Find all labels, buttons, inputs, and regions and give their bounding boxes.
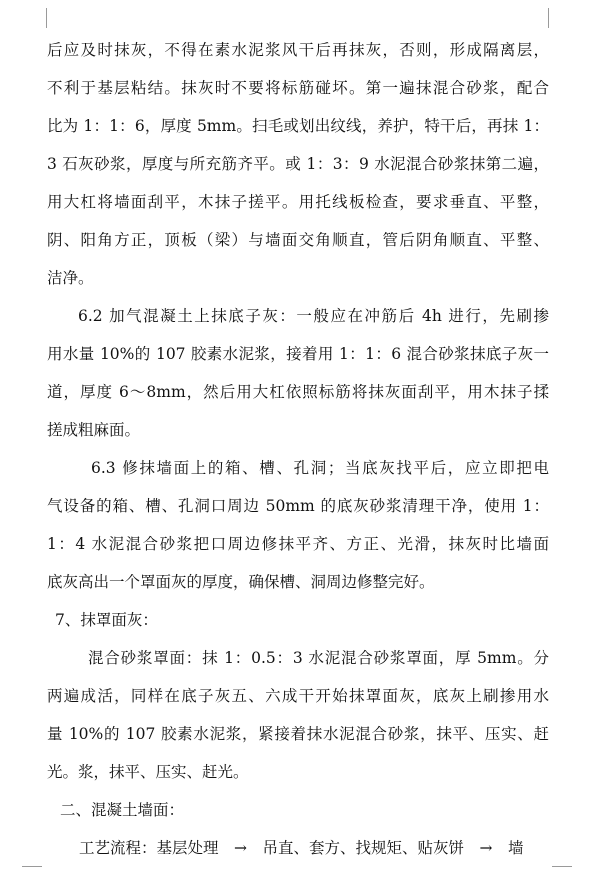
text-line: 两遍成活，同样在底子灰五、六成干开始抹罩面灰，底灰上刷掺用水 <box>47 687 549 705</box>
text-line: 后应及时抹灰，不得在素水泥浆风干后再抹灰，否则，形成隔离层， <box>47 41 549 59</box>
text-line: 气设备的箱、槽、孔洞口周边 50mm 的底灰砂浆清理干净，使用 1： <box>47 497 549 515</box>
text-line: 用水量 10%的 107 胶素水泥浆，接着用 1：1：6 混合砂浆抹底子灰一 <box>47 345 549 363</box>
process-flow-line: 工艺流程：基层处理 → 吊直、套方、找规矩、贴灰饼 → 墙 <box>79 839 524 857</box>
section-7-heading: 7、抹罩面灰： <box>55 611 158 629</box>
crop-mark-top-right-vertical <box>548 8 549 28</box>
text-line: 量 10%的 107 胶素水泥浆，紧接着抹水泥混合砂浆，抹平、压实、赶 <box>47 725 549 743</box>
text-line: 混合砂浆罩面：抹 1：0.5：3 水泥混合砂浆罩面，厚 5mm。分 <box>88 649 549 667</box>
section-6-3-heading-line: 6.3 修抹墙面上的箱、槽、孔洞；当底灰找平后，应立即把电 <box>91 459 549 477</box>
section-2-heading: 二、混凝土墙面： <box>60 801 185 819</box>
crop-mark-bottom-right-horizontal <box>552 866 572 867</box>
text-line: 用大杠将墙面刮平，木抹子搓平。用托线板检查，要求垂直、平整， <box>47 193 549 211</box>
text-line: 不利于基层粘结。抹灰时不要将标筋碰坏。第一遍抹混合砂浆，配合 <box>47 79 549 97</box>
text-line: 洁净。 <box>47 269 94 287</box>
text-line: 阴、阳角方正，顶板（梁）与墙面交角顺直，管后阴角顺直、平整、 <box>47 231 549 249</box>
text-line: 1：4 水泥混合砂浆把口周边修抹平齐、方正、光滑，抹灰时比墙面 <box>47 535 549 553</box>
text-line: 底灰高出一个罩面灰的厚度，确保槽、洞周边修整完好。 <box>47 573 435 591</box>
section-6-2-heading-line: 6.2 加气混凝土上抹底子灰：一般应在冲筋后 4h 进行，先刷掺 <box>78 307 549 325</box>
crop-mark-top-left-vertical <box>46 8 47 28</box>
text-line: 光。浆，抹平、压实、赶光。 <box>47 763 249 781</box>
text-line: 3 石灰砂浆，厚度与所充筋齐平。或 1：3：9 水泥混合砂浆抹第二遍， <box>47 155 549 173</box>
crop-mark-bottom-left-horizontal <box>22 866 42 867</box>
text-line: 比为 1：1：6，厚度 5mm。扫毛或划出纹线，养护，特干后，再抹 1： <box>47 117 549 135</box>
text-line: 道，厚度 6～8mm，然后用大杠依照标筋将抹灰面刮平，用木抹子揉 <box>47 383 549 401</box>
document-page <box>47 31 549 867</box>
text-line: 搓成粗麻面。 <box>47 421 141 439</box>
